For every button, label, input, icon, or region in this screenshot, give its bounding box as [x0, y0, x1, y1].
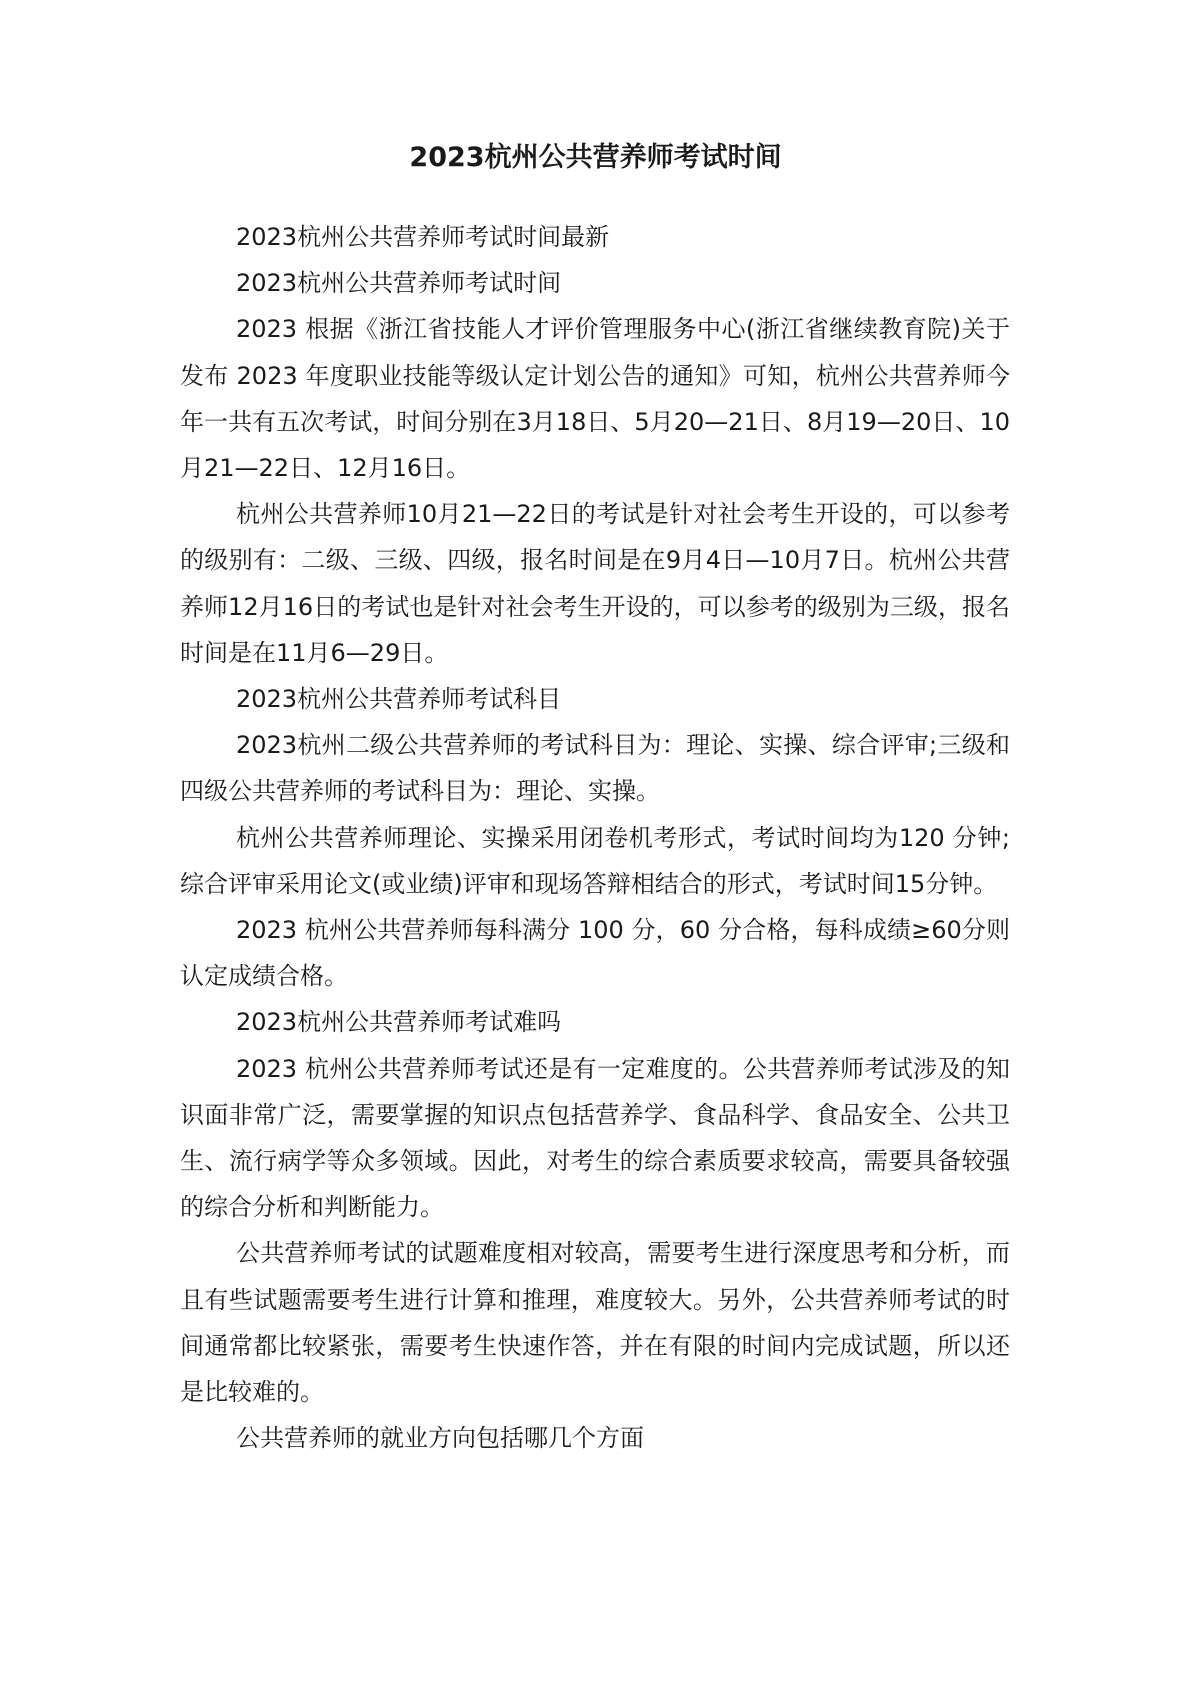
paragraph-exam-format: 杭州公共营养师理论、实操采用闭卷机考形式，考试时间均为120 分钟;综合评审采用论文(或业绩)评审和现场答辩相结合的形式，考试时间15分钟。 [180, 823, 1010, 898]
paragraph-exam-schedule: 2023 根据《浙江省技能人才评价管理服务中心(浙江省继续教育院)关于发布 2023 年度职业技能等级认定计划公告的通知》可知，杭州公共营养师今年一共有五次考试，时间分别在3月18日、5月20—21日、8月19—20日、10月21—22日、12月16日。 [180, 315, 1010, 483]
paragraph-difficulty-2: 公共营养师考试的试题难度相对较高，需要考生进行深度思考和分析，而且有些试题需要考生进行计算和推理，难度较大。另外，公共营养师考试的时间通常都比较紧张，需要考生快速作答，并在有限的时间内完成试题，所以还是比较难的。 [180, 1239, 1010, 1407]
document-body [180, 214, 1010, 1461]
paragraph-subjects: 2023杭州二级公共营养师的考试科目为：理论、实操、综合评审;三级和四级公共营养师的考试科目为：理论、实操。 [180, 731, 1010, 806]
paragraph-difficulty-1: 2023 杭州公共营养师考试还是有一定难度的。公共营养师考试涉及的知识面非常广泛，需要掌握的知识点包括营养学、食品科学、食品安全、公共卫生、流行病学等众多领域。因此，对考生的综合素质要求较高，需要具备较强的综合分析和判断能力。 [180, 1054, 1010, 1222]
paragraph-heading-exam-time: 2023杭州公共营养师考试时间 [236, 269, 562, 298]
paragraph-heading-difficulty: 2023杭州公共营养师考试难吗 [236, 1008, 562, 1037]
document-title: 2023杭州公共营养师考试时间 [409, 142, 782, 173]
paragraph-heading-careers: 公共营养师的就业方向包括哪几个方面 [236, 1424, 644, 1453]
paragraph-passing-score: 2023 杭州公共营养师每科满分 100 分，60 分合格，每科成绩≥60分则认定成绩合格。 [180, 916, 1010, 991]
paragraph-registration: 杭州公共营养师10月21—22日的考试是针对社会考生开设的，可以参考的级别有：二级、三级、四级，报名时间是在9月4日—10月7日。杭州公共营养师12月16日的考试也是针对社会考生开设的，可以参考的级别为三级，报名时间是在11月6—29日。 [180, 500, 1010, 667]
paragraph-subtitle-latest: 2023杭州公共营养师考试时间最新 [236, 223, 610, 251]
paragraph-heading-subjects: 2023杭州公共营养师考试科目 [236, 685, 562, 714]
